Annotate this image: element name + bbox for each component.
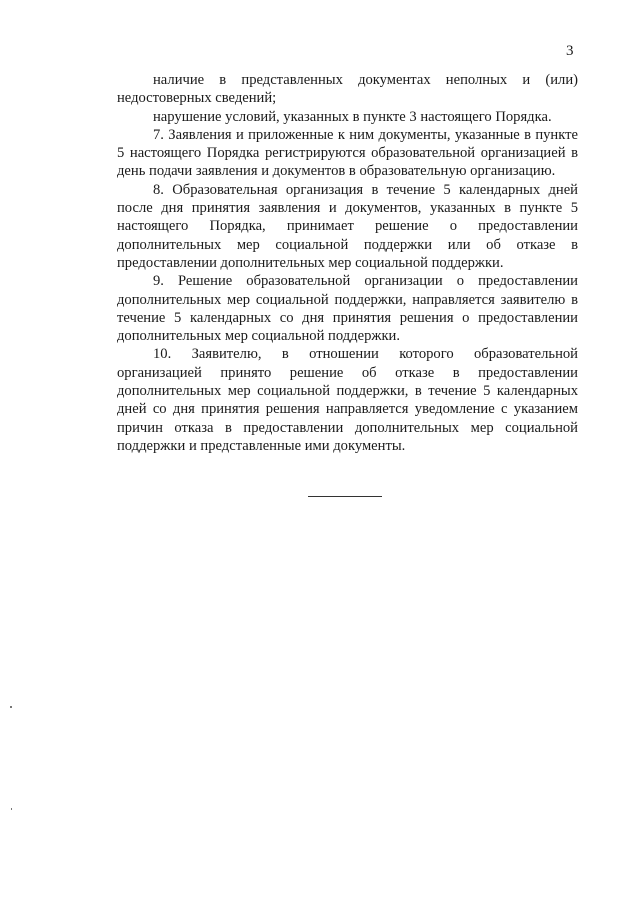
- scan-mark: [11, 808, 12, 810]
- page-number: 3: [566, 43, 574, 59]
- closing-separator-line: [308, 496, 382, 497]
- paragraph-item-7: 7. Заявления и приложенные к ним документы, указанные в пункте 5 настоящего Порядка регистрируются образовательной организацией в день подачи заявления и документов в образовательную организацию.: [117, 126, 578, 180]
- paragraph-item-9: 9. Решение образовательной организации о предоставлении дополнительных мер социальной поддержки, направляется заявителю в течение 5 календарных со дня принятия решения о предоставлении дополнительных мер социальной поддержки.: [117, 273, 578, 345]
- paragraph-incomplete-info: наличие в представленных документах неполных и (или) недостоверных сведений;: [117, 72, 578, 107]
- paragraph-violation-conditions: нарушение условий, указанных в пункте 3 настоящего Порядка.: [153, 108, 552, 125]
- paragraph-item-8: 8. Образовательная организация в течение 5 календарных дней после дня принятия заявления и документов, указанных в пункте 5 настоящего Порядка, принимает решение о предоставлении дополнительных мер социальной поддержки или об отказе в предоставлении дополнительных мер социальной поддержки.: [117, 181, 578, 271]
- scan-mark: [10, 706, 12, 708]
- document-body: [117, 71, 578, 455]
- paragraph-item-10: 10. Заявителю, в отношении которого образовательной организацией принято решение об отказе в предоставлении дополнительных мер социальной поддержки, в течение 5 календарных дней со дня принятия решения направляется уведомление с указанием причин отказа в предоставлении дополнительных мер социальной поддержки и представленные ими документы.: [117, 346, 578, 454]
